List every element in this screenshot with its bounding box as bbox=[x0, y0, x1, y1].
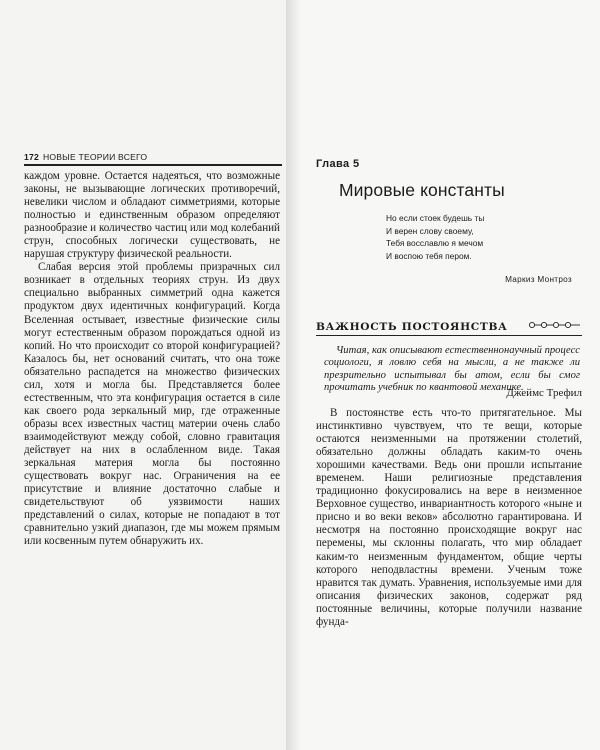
chapter-label: Глава 5 bbox=[316, 158, 360, 170]
left-paragraph-1: каждом уровне. Остается надеяться, что возможные законы, не вызывающие логических противоречий, невелики числом и обладают симметриями, которые полностью и единственным образом определяют разнообразие и количество частиц или мод колебаний струн, способных логически существовать, не нарушая структуру физической реальности. bbox=[24, 170, 280, 261]
left-body-text bbox=[24, 170, 280, 548]
header-rule bbox=[24, 164, 282, 166]
verse-line: И воспою тебя пером. bbox=[386, 250, 472, 261]
right-body-text: В постоянстве есть что-то притягательное. Мы инстинктивно чувствуем, что те вещи, которые остаются неизменными на протяжении столетий, обязательно должны обладать каким-то очень хорошими качествами. Ведь они прошли испытание временем. Наши религиозные представления традиционно фокусировались на вере в неизменное Верховное существо, инвариантность которого «ныне и присно и во веки веков» абсолютно гарантирована. И несмотря на постоянно происходящие вокруг нас перемены, мы склонны полагать, что мир обладает каким-то неизменным фундаментом, общие черты которого неподвластны времени. Ученым тоже нравится так думать. Уравнения, используемые ими для описания физических законов, содержат ряд постоянные величины, которые получили название фунда- bbox=[316, 407, 582, 628]
section-heading: ВАЖНОСТЬ ПОСТОЯНСТВА bbox=[316, 321, 508, 333]
verse-line: Но если стоек будешь ты bbox=[386, 213, 485, 223]
ornament-icon bbox=[526, 319, 582, 331]
running-header-title: НОВЫЕ ТЕОРИИ ВСЕГО bbox=[42, 152, 148, 162]
chapter-title: Мировые константы bbox=[339, 180, 505, 200]
verse-line: Тебя восславлю я мечом bbox=[386, 238, 484, 249]
page-number: 172 bbox=[24, 152, 39, 162]
epigraph-author: Джеймс Трефил bbox=[506, 387, 582, 399]
verse-author: Маркиз Монтроз bbox=[505, 275, 572, 284]
left-paragraph-2: Слабая версия этой проблемы призрачных сил возникает в отдельных теориях струн. Из двух специально выбранных симметрий одна кажется продуктом двух идентичных конфигураций. Когда Вселенная остывает, известные физические силы могут естественным образом порождаться одной из копий. Но что происходит со второй конфигурацией? Казалось бы, нет оснований считать, что она тоже обязательно распадется на множество физических сил, хотя и могла бы. Представляется более естественным, что эта конфигурация остается в силе как своего рода зеркальный мир, где отраженные образы всех известных частиц материи очень слабо взаимодействуют между собой, словно гравитация действует на них в ослабленном виде. Такая зеркальная материя могла бы постоянно существовать вокруг нас. Ограничения на ее присутствие и влияние достаточно слабые и свидетельствуют об уязвимости наших представлений о силах, которые не попадают в тот сравнительно узкий диапазон, где мы можем прямым или косвенным путем обнаружить их. bbox=[24, 261, 280, 548]
chapter-verse bbox=[386, 212, 556, 262]
verse-line: И верен слову своему, bbox=[386, 225, 474, 236]
epigraph: Читая, как описывают естественнонаучный процесс социологи, я ловлю себя на мысли, а не также ли презрительно испытывал бы атом, если бы смог прочитать учебник по квантовой механике. bbox=[324, 345, 580, 394]
section-rule bbox=[316, 335, 582, 336]
book-gutter bbox=[286, 0, 300, 750]
